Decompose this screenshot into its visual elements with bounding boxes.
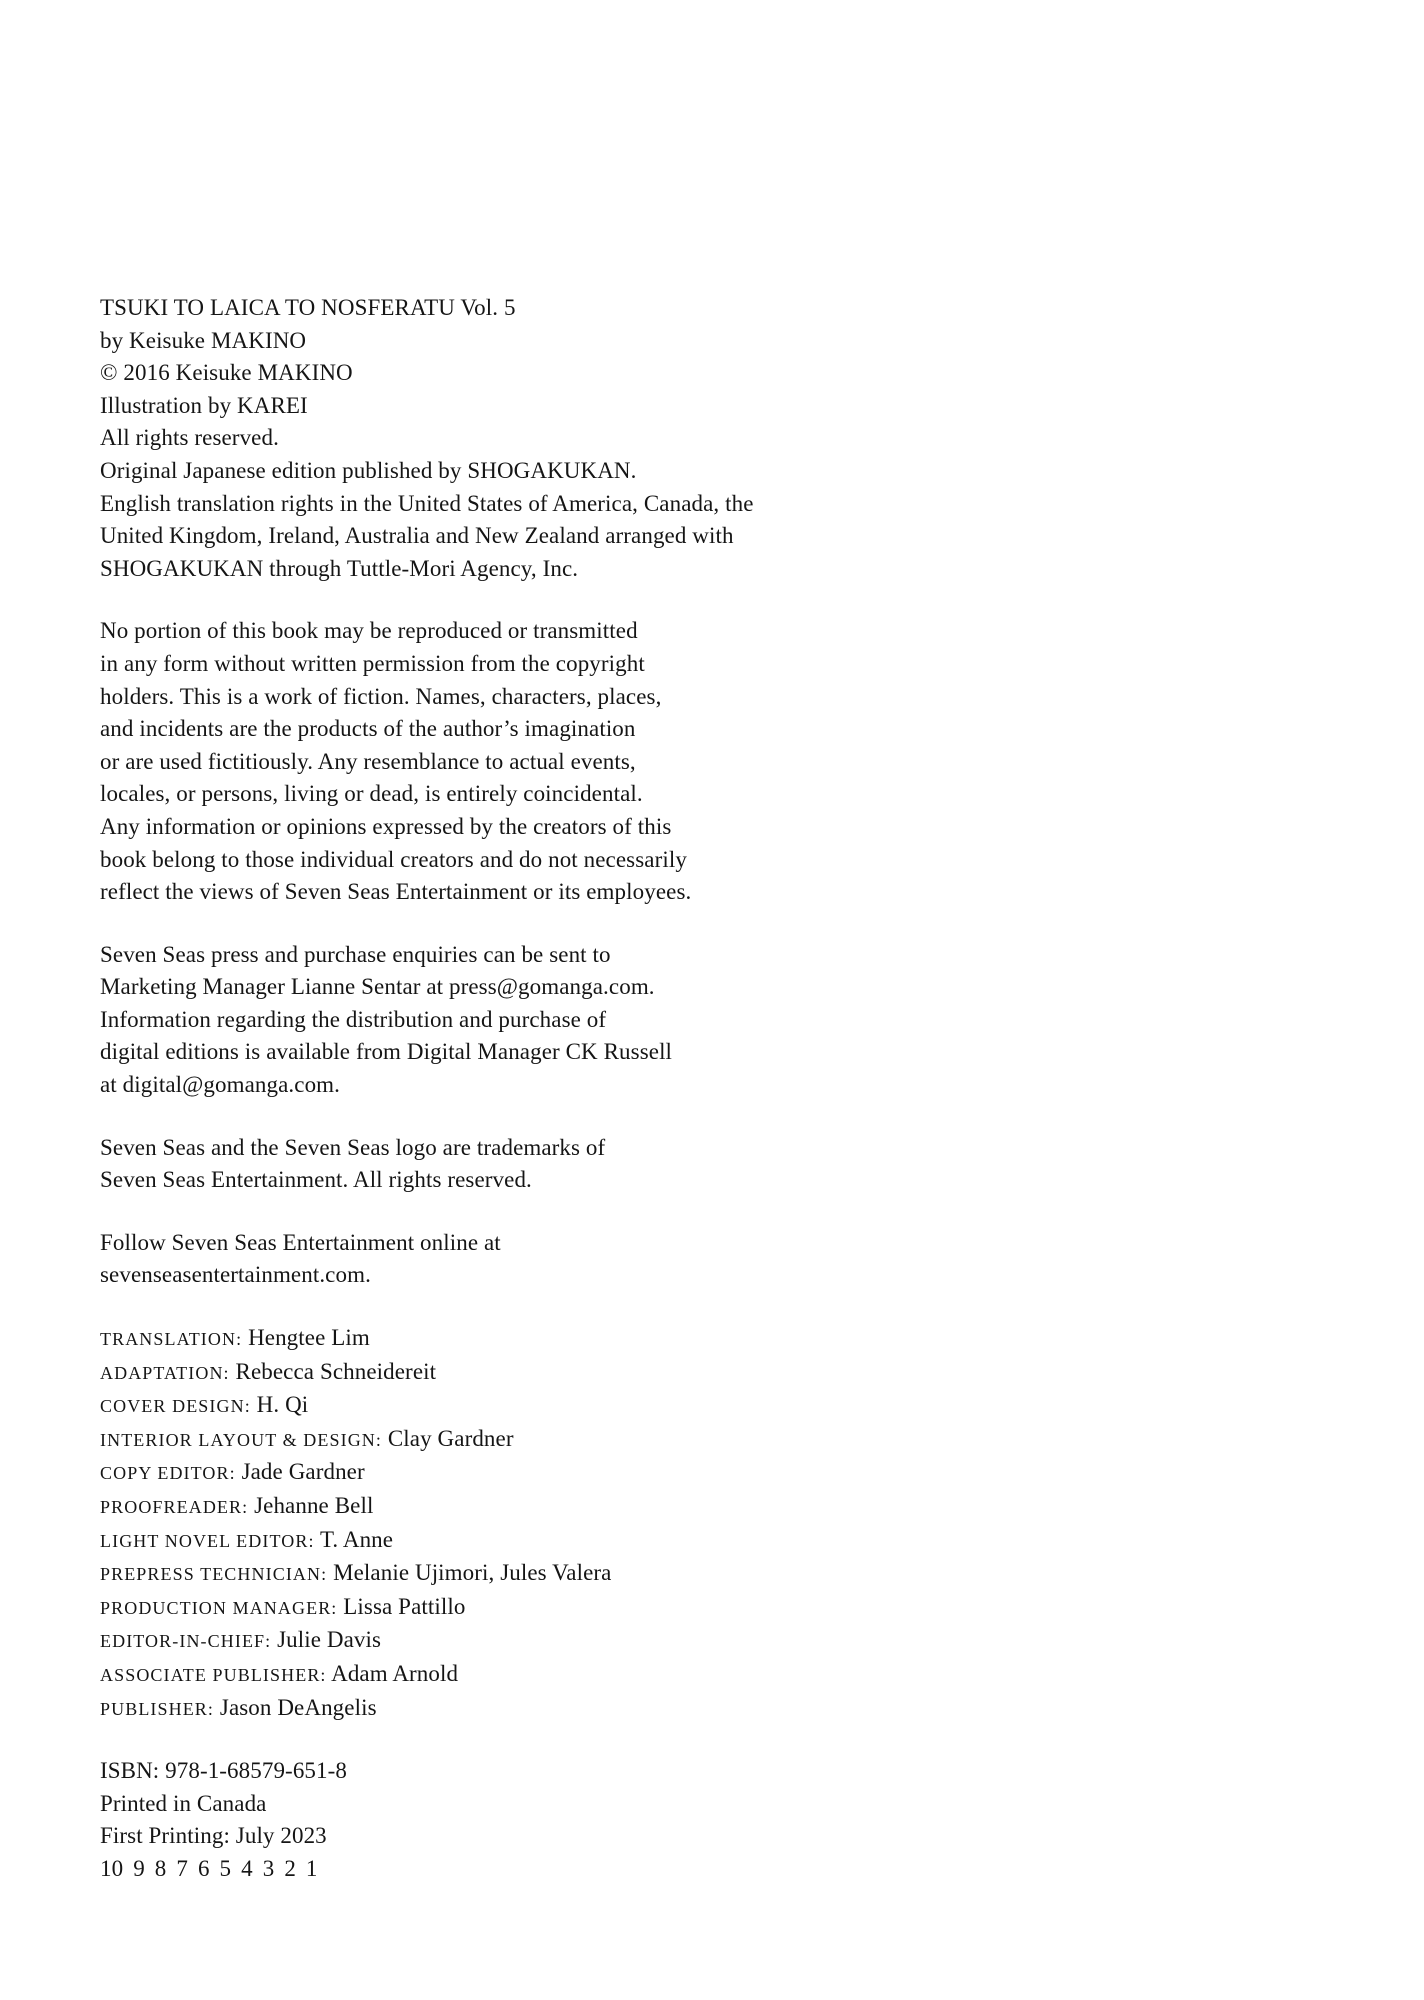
credit-name: Clay Gardner bbox=[387, 1425, 514, 1451]
credit-role: ADAPTATION: bbox=[100, 1362, 230, 1383]
credit-line-copy-editor bbox=[100, 1456, 1000, 1490]
legal-line: locales, or persons, living or dead, is entirely coincidental. bbox=[100, 781, 643, 807]
contact-line: Marketing Manager Lianne Sentar at press@gomanga.com. bbox=[100, 974, 655, 1000]
legal-line: reflect the views of Seven Seas Entertainment or its employees. bbox=[100, 879, 692, 905]
credit-name: Jade Gardner bbox=[241, 1459, 365, 1485]
credit-role: PUBLISHER: bbox=[100, 1698, 215, 1719]
credit-name: Jason DeAngelis bbox=[219, 1694, 377, 1720]
credit-line-adaptation bbox=[100, 1356, 1000, 1390]
credit-role: PRODUCTION MANAGER: bbox=[100, 1597, 338, 1618]
credit-role: EDITOR-IN-CHIEF: bbox=[100, 1631, 272, 1652]
contact-line: digital editions is available from Digital Manager CK Russell bbox=[100, 1039, 673, 1065]
credit-role: COPY EDITOR: bbox=[100, 1463, 236, 1484]
first-printing-line: First Printing: July 2023 bbox=[100, 1823, 327, 1849]
credit-name: Adam Arnold bbox=[331, 1660, 459, 1686]
credit-name: Melanie Ujimori, Jules Valera bbox=[333, 1560, 612, 1586]
original-edition-line: Original Japanese edition published by SHOGAKUKAN. bbox=[100, 457, 637, 483]
credit-role: TRANSLATION: bbox=[100, 1329, 243, 1350]
credit-name: Julie Davis bbox=[277, 1627, 382, 1653]
trademark-line: Seven Seas Entertainment. All rights reserved. bbox=[100, 1167, 532, 1193]
credit-name: Jehanne Bell bbox=[254, 1493, 374, 1518]
credit-role: ASSOCIATE PUBLISHER: bbox=[100, 1664, 327, 1685]
legal-line: Any information or opinions expressed by the creators of this bbox=[100, 813, 672, 839]
credit-line-production-manager bbox=[100, 1591, 1000, 1625]
translation-rights-line: SHOGAKUKAN through Tuttle-Mori Agency, Inc. bbox=[100, 555, 579, 581]
credit-name: T. Anne bbox=[319, 1526, 394, 1552]
credit-name: Rebecca Schneidereit bbox=[235, 1358, 437, 1384]
follow-online-block bbox=[100, 1227, 1000, 1292]
credit-line-proofreader bbox=[100, 1490, 1000, 1524]
copyright-line: © 2016 Keisuke MAKINO bbox=[100, 360, 353, 386]
printed-in-line: Printed in Canada bbox=[100, 1790, 267, 1816]
legal-disclaimer-block bbox=[100, 615, 1000, 908]
website-line: sevenseasentertainment.com. bbox=[100, 1262, 371, 1288]
legal-line: book belong to those individual creators and do not necessarily bbox=[100, 846, 687, 872]
credit-role: PREPRESS TECHNICIAN: bbox=[100, 1564, 328, 1585]
contact-line: Seven Seas press and purchase enquiries can be sent to bbox=[100, 941, 611, 967]
credit-role: PROOFREADER: bbox=[100, 1497, 249, 1517]
translation-rights-line: English translation rights in the United States of America, Canada, the bbox=[100, 490, 754, 516]
illustrator-line: Illustration by KAREI bbox=[100, 392, 308, 418]
title-copyright-block bbox=[100, 292, 1000, 585]
legal-line: holders. This is a work of fiction. Names, characters, places, bbox=[100, 683, 662, 709]
press-contact-block bbox=[100, 939, 1000, 1102]
credit-line-interior-layout bbox=[100, 1423, 1000, 1457]
book-title-line: TSUKI TO LAICA TO NOSFERATU Vol. 5 bbox=[100, 295, 516, 320]
credit-line-light-novel-editor bbox=[100, 1524, 1000, 1558]
translation-rights-line: United Kingdom, Ireland, Australia and New Zealand arranged with bbox=[100, 523, 734, 549]
legal-line: in any form without written permission from the copyright bbox=[100, 650, 645, 676]
follow-line: Follow Seven Seas Entertainment online at bbox=[100, 1229, 501, 1255]
colophon-content bbox=[100, 292, 1000, 1886]
credit-name: H. Qi bbox=[256, 1392, 309, 1418]
credit-line-associate-publisher bbox=[100, 1658, 1000, 1692]
credit-name: Hengtee Lim bbox=[248, 1325, 370, 1351]
credit-line-cover-design bbox=[100, 1389, 1000, 1423]
rights-reserved-line: All rights reserved. bbox=[100, 425, 279, 451]
trademark-block bbox=[100, 1132, 1000, 1197]
contact-line: at digital@gomanga.com. bbox=[100, 1072, 341, 1098]
credit-line-publisher bbox=[100, 1692, 1000, 1726]
contact-line: Information regarding the distribution and purchase of bbox=[100, 1006, 607, 1032]
staff-credits-block bbox=[100, 1322, 1000, 1725]
credit-line-prepress-technician bbox=[100, 1557, 1000, 1591]
credit-line-editor-in-chief bbox=[100, 1624, 1000, 1658]
credit-role: INTERIOR LAYOUT & DESIGN: bbox=[100, 1429, 382, 1450]
credit-role: COVER DESIGN: bbox=[100, 1396, 251, 1417]
legal-line: or are used fictitiously. Any resemblance to actual events, bbox=[100, 748, 636, 774]
credit-name: Lissa Pattillo bbox=[343, 1593, 466, 1619]
legal-line: and incidents are the products of the author’s imagination bbox=[100, 716, 636, 742]
credit-role: LIGHT NOVEL EDITOR: bbox=[100, 1530, 315, 1551]
print-run-numbers-line: 10 9 8 7 6 5 4 3 2 1 bbox=[100, 1855, 318, 1881]
trademark-line: Seven Seas and the Seven Seas logo are trademarks of bbox=[100, 1134, 606, 1160]
legal-line: No portion of this book may be reproduced or transmitted bbox=[100, 618, 638, 644]
author-line: by Keisuke MAKINO bbox=[100, 327, 307, 353]
isbn-line: ISBN: 978-1-68579-651-8 bbox=[100, 1758, 347, 1784]
credit-line-translation bbox=[100, 1322, 1000, 1356]
printing-info-block bbox=[100, 1755, 1000, 1885]
